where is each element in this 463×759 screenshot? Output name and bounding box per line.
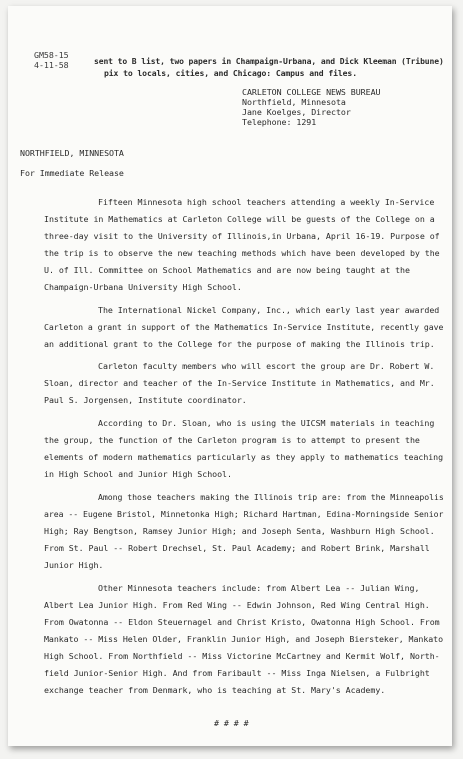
end-mark: # # # # (214, 718, 249, 728)
body-line: Paul S. Jorgensen, Institute coordinator. (44, 395, 247, 405)
body-line: Carleton a grant in support of the Mathematics In-Service Institute, recently gave (44, 322, 444, 332)
body-line: High; Ray Bengtson, Ramsey Junior High; and Joseph Senta, Washburn High School. (44, 526, 435, 536)
body-line: elements of modern mathematics particularly as they apply to mathematics teaching (44, 452, 444, 462)
body-line: Institute in Mathematics at Carleton College will be guests of the College on a (44, 214, 435, 224)
body-line: area -- Eugene Bristol, Minnetonka High; Richard Hartman, Edina-Morningside Senior (44, 509, 444, 519)
release-date: 4-11-58 (34, 60, 69, 70)
bureau-director: Jane Koelges, Director (242, 107, 351, 117)
body-line: Junior High. (44, 560, 104, 570)
release-instruction: For Immediate Release (20, 168, 124, 178)
body-line: Among those teachers making the Illinois trip are: from the Minneapolis (98, 492, 444, 502)
body-line: the group, the function of the Carleton program is to attempt to present the (44, 435, 420, 445)
body-line: Albert Lea Junior High. From Red Wing -- Edwin Johnson, Red Wing Central High. (44, 600, 430, 610)
body-line: field Junior-Senior High. And from Faribault -- Miss Inga Nielsen, a Fulbright (44, 668, 430, 678)
dateline: NORTHFIELD, MINNESOTA (20, 148, 124, 158)
body-line: High School. From Northfield -- Miss Victorine McCartney and Kermit Wolf, North- (44, 651, 440, 661)
body-line: Champaign-Urbana University High School. (44, 282, 242, 292)
body-line: in High School and Junior High School. (44, 469, 232, 479)
body-line: U. of Ill. Committee on School Mathematics and are now being taught at the (44, 265, 410, 275)
body-line: exchange teacher from Denmark, who is teaching at St. Mary's Academy. (44, 685, 386, 695)
distribution-note-line-1: sent to B list, two papers in Champaign-Urbana, and Dick Kleeman (Tribune) (94, 57, 444, 66)
body-line: Mankato -- Miss Helen Older, Franklin Junior High, and Joseph Biersteker, Mankato (44, 634, 444, 644)
body-line: The International Nickel Company, Inc., which early last year awarded (98, 305, 440, 315)
body-line: Sloan, director and teacher of the In-Service Institute in Mathematics, and Mr. (44, 378, 435, 388)
body-line: Carleton faculty members who will escort the group are Dr. Robert W. (98, 361, 435, 371)
distribution-note-line-2: pix to locals, cities, and Chicago: Campus and files. (104, 68, 357, 78)
body-line: From St. Paul -- Robert Drechsel, St. Paul Academy; and Robert Brink, Marshall (44, 543, 430, 553)
document-page (8, 6, 452, 746)
body-line: the trip is to observe the new teaching methods which have been developed by the (44, 248, 440, 258)
bureau-name: CARLETON COLLEGE NEWS BUREAU (242, 87, 381, 97)
bureau-city: Northfield, Minnesota (242, 97, 346, 107)
body-line: an additional grant to the College for the purpose of making the Illinois trip. (44, 339, 435, 349)
body-line: From Owatonna -- Eldon Steuernagel and Christ Kristo, Owatonna High School. From (44, 617, 440, 627)
body-line: three-day visit to the University of Illinois,in Urbana, April 16-19. Purpose of (44, 231, 440, 241)
body-line: Other Minnesota teachers include: from Albert Lea -- Julian Wing, (98, 583, 420, 593)
release-code: GM58-15 (34, 50, 69, 60)
body-line: According to Dr. Sloan, who is using the UICSM materials in teaching (98, 418, 435, 428)
body-line: Fifteen Minnesota high school teachers attending a weekly In-Service (98, 197, 435, 207)
bureau-telephone: Telephone: 1291 (242, 117, 317, 127)
